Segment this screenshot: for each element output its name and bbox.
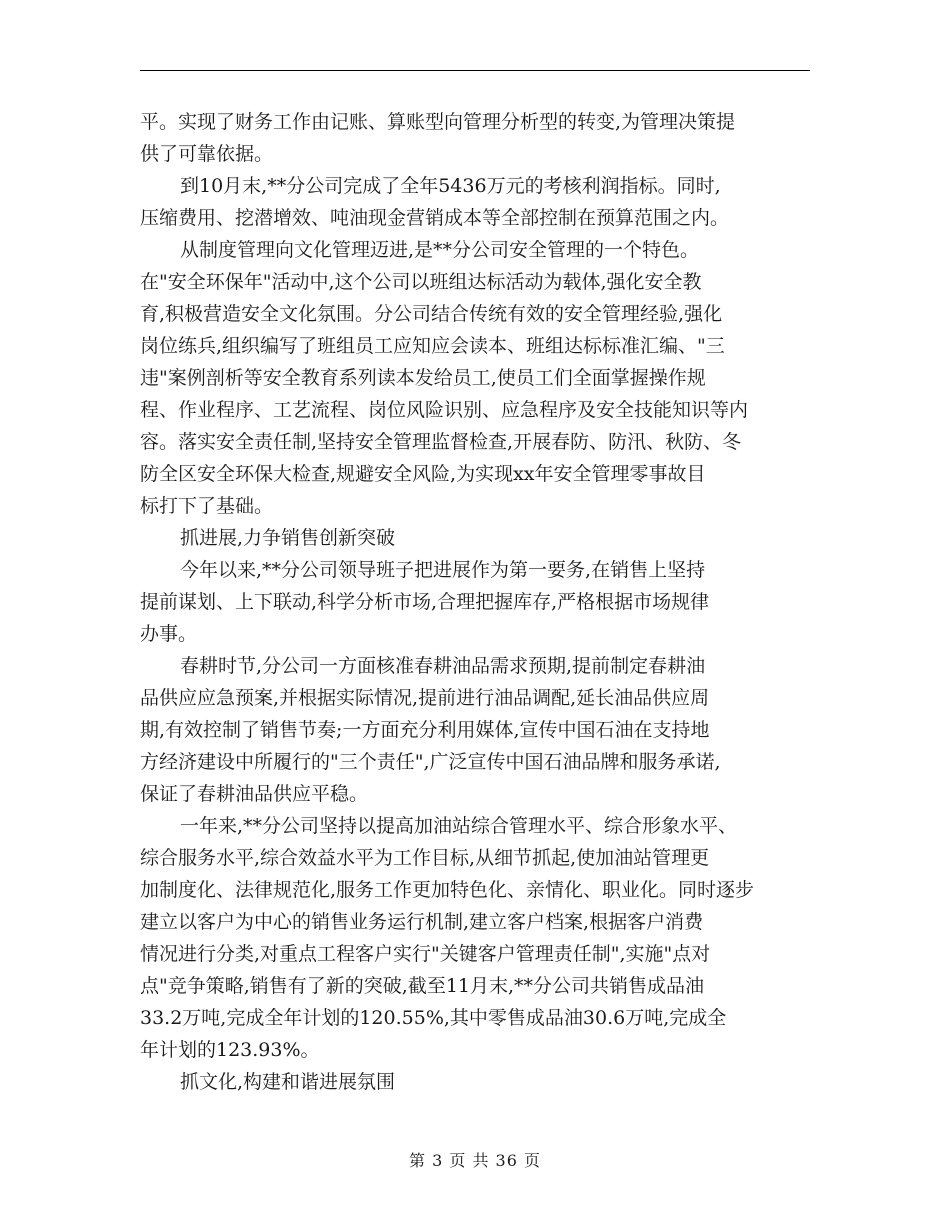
text-line: 保证了春耕油品供应平稳。 — [140, 783, 369, 805]
body-text — [140, 106, 810, 1098]
text-line: 标打下了基础。 — [140, 495, 274, 517]
text-line: 育,积极营造安全文化氛围。分公司结合传统有效的安全管理经验,强化 — [140, 303, 723, 325]
paragraph-start: 到10月末,**分公司完成了全年5436万元的考核利润指标。同时, — [180, 175, 721, 197]
text-line: 情况进行分类,对重点工程客户实行"关键客户管理责任制",实施"点对 — [140, 943, 711, 965]
text-line: 建立以客户为中心的销售业务运行机制,建立客户档案,根据客户消费 — [140, 911, 704, 933]
section-heading: 抓进展,力争销售创新突破 — [180, 527, 396, 549]
text-line: 提前谋划、上下联动,科学分析市场,合理把握库存,严格根据市场规律 — [140, 591, 710, 613]
text-line: 在"安全环保年"活动中,这个公司以班组达标活动为载体,强化安全教 — [140, 271, 702, 293]
text-line: 年计划的123.93%。 — [140, 1039, 320, 1061]
header-rule — [140, 70, 810, 71]
text-line: 岗位练兵,组织编写了班组员工应知应会读本、班组达标标准汇编、"三 — [140, 335, 725, 357]
page-number-footer: 第 3 页 共 36 页 — [409, 1151, 541, 1170]
text-line: 品供应应急预案,并根据实际情况,提前进行油品调配,延长油品供应周 — [140, 687, 710, 709]
text-line: 违"案例剖析等安全教育系列读本发给员工,使员工们全面掌握操作规 — [140, 367, 706, 389]
text-line: 程、作业程序、工艺流程、岗位风险识别、应急程序及安全技能知识等内 — [140, 399, 749, 421]
text-line: 方经济建设中所履行的"三个责任",广泛宣传中国石油品牌和服务承诺, — [140, 751, 721, 773]
text-line: 期,有效控制了销售节奏;一方面充分利用媒体,宣传中国石油在支持地 — [140, 719, 710, 741]
text-line: 办事。 — [140, 623, 198, 645]
text-line: 供了可靠依据。 — [140, 143, 274, 165]
text-line: 平。实现了财务工作由记账、算账型向管理分析型的转变,为管理决策提 — [140, 111, 736, 133]
text-line: 容。落实安全责任制,坚持安全管理监督检查,开展春防、防汛、秋防、冬 — [140, 431, 742, 453]
text-line: 点"竞争策略,销售有了新的突破,截至11月末,**分公司共销售成品油 — [140, 975, 705, 997]
section-heading: 抓文化,构建和谐进展氛围 — [180, 1071, 396, 1093]
text-line: 33.2万吨,完成全年计划的120.55%,其中零售成品油30.6万吨,完成全 — [140, 1007, 727, 1029]
paragraph-start: 今年以来,**分公司领导班子把进展作为第一要务,在销售上坚持 — [180, 559, 706, 581]
text-line: 压缩费用、挖潜增效、吨油现金营销成本等全部控制在预算范围之内。 — [140, 207, 730, 229]
text-line: 综合服务水平,综合效益水平为工作目标,从细节抓起,使加油站管理更 — [140, 847, 710, 869]
paragraph-start: 春耕时节,分公司一方面核准春耕油品需求预期,提前制定春耕油 — [180, 655, 706, 677]
paragraph-start: 一年来,**分公司坚持以提高加油站综合管理水平、综合形象水平、 — [180, 815, 738, 837]
paragraph-start: 从制度管理向文化管理迈进,是**分公司安全管理的一个特色。 — [180, 239, 700, 261]
text-line: 防全区安全环保大检查,规避安全风险,为实现xx年安全管理零事故目 — [140, 463, 706, 485]
text-line: 加制度化、法律规范化,服务工作更加特色化、亲情化、职业化。同时逐步 — [140, 879, 755, 901]
